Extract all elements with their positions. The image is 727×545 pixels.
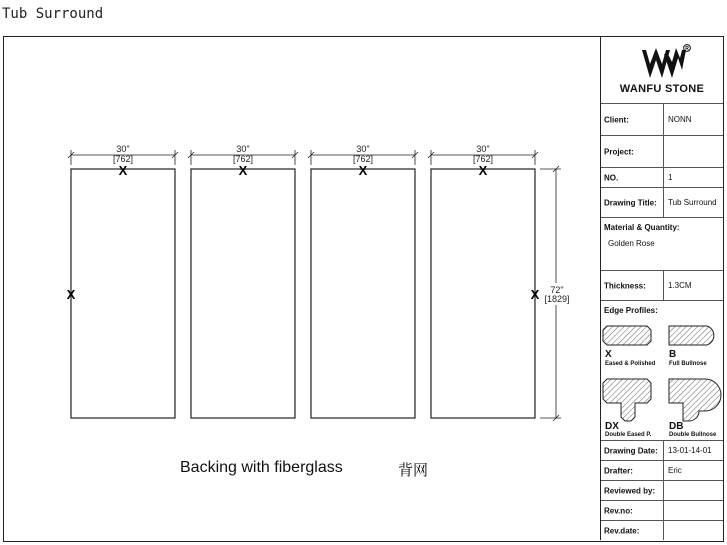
panel-4-side-edge-mark: X: [530, 287, 540, 302]
drawing-title-label: Drawing Title:: [604, 198, 657, 207]
drawing-title-row: [601, 188, 723, 218]
number-value: 1: [663, 168, 672, 187]
drawing-date-value: 13-01-14-01: [663, 441, 712, 460]
client-label: Client:: [604, 115, 629, 124]
eased-polished-profile-icon: [603, 326, 651, 345]
edge-profiles-label: Edge Profiles:: [604, 306, 658, 315]
height-label: 72": [550, 285, 564, 295]
project-value: [663, 136, 668, 167]
panel-4-edge-mark: X: [478, 163, 488, 178]
rev-no-row: [601, 501, 723, 521]
double-eased-profile-icon: [603, 379, 651, 421]
drawing-title-value: Tub Surround: [663, 188, 717, 217]
profile-b-name: Full Bullnose: [669, 361, 707, 367]
drafter-row: [601, 461, 723, 481]
panel-4-width-mm: [762]: [472, 154, 494, 164]
project-row: [601, 136, 723, 168]
title-block: [600, 37, 722, 540]
material-row: [601, 218, 723, 271]
reviewed-row: [601, 481, 723, 501]
profile-x-code: X: [605, 349, 612, 360]
thickness-label: Thickness:: [604, 281, 646, 290]
profile-x-name: Eased & Polished: [605, 361, 656, 367]
panel-4: [431, 169, 535, 418]
reviewed-label: Reviewed by:: [604, 486, 656, 495]
drawing-caption: Backing with fiberglass: [180, 459, 343, 476]
edge-profile-sketches: [601, 321, 723, 441]
material-label: Material & Quantity:: [604, 223, 680, 232]
profile-db-code: DB: [669, 421, 684, 432]
height-mm-label: [1829]: [544, 294, 570, 304]
panel-1-edge-mark: X: [118, 163, 128, 178]
client-value: NONN: [663, 104, 692, 135]
svg-text:R: R: [685, 46, 689, 52]
drawing-date-row: [601, 441, 723, 461]
drafter-value: Eric: [663, 461, 682, 480]
profile-dx-code: DX: [605, 421, 619, 432]
wanfu-logo-icon: [634, 40, 694, 84]
panel-3-width-label: 30": [356, 144, 370, 154]
profile-dx-name: Double Eased P.: [605, 432, 652, 438]
reviewed-value: [663, 481, 668, 500]
client-row: [601, 104, 723, 136]
rev-date-label: Rev.date:: [604, 526, 640, 535]
rev-no-label: Rev.no:: [604, 506, 633, 515]
material-value: Golden Rose: [608, 239, 655, 248]
profile-db-name: Double Bullnose: [669, 432, 717, 438]
thickness-value: 1.3CM: [663, 271, 692, 300]
number-label: NO.: [604, 173, 619, 182]
title-block-logo-cell: [601, 37, 723, 104]
panel-1-width-mm: [762]: [112, 154, 134, 164]
full-bullnose-profile-icon: [669, 326, 714, 345]
panel-2-width-label: 30": [236, 144, 250, 154]
drawing-caption-chinese: 背网: [398, 461, 429, 479]
panel-2-edge-mark: X: [238, 163, 248, 178]
rev-no-value: [663, 501, 668, 520]
drafter-label: Drafter:: [604, 466, 633, 475]
drawing-date-label: Drawing Date:: [604, 446, 658, 455]
rev-date-row: [601, 521, 723, 540]
panel-3-edge-mark: X: [358, 163, 368, 178]
rev-date-value: [663, 521, 668, 540]
profile-b-code: B: [669, 349, 677, 360]
panel-3: [311, 169, 415, 418]
panel-4-width-label: 30": [476, 144, 490, 154]
page-heading: Tub Surround: [2, 6, 104, 22]
thickness-row: [601, 271, 723, 301]
double-bullnose-profile-icon: [669, 379, 721, 421]
width-dimension-lines: [68, 150, 538, 165]
panel-1: [71, 169, 175, 418]
company-name: WANFU STONE: [619, 83, 705, 95]
edge-profiles-cell: [601, 301, 723, 441]
number-row: [601, 168, 723, 188]
panel-1-width-label: 30": [116, 144, 130, 154]
project-label: Project:: [604, 147, 634, 156]
panel-2: [191, 169, 295, 418]
panel-3-width-mm: [762]: [352, 154, 374, 164]
panel-1-side-edge-mark: X: [66, 287, 76, 302]
panel-2-width-mm: [762]: [232, 154, 254, 164]
